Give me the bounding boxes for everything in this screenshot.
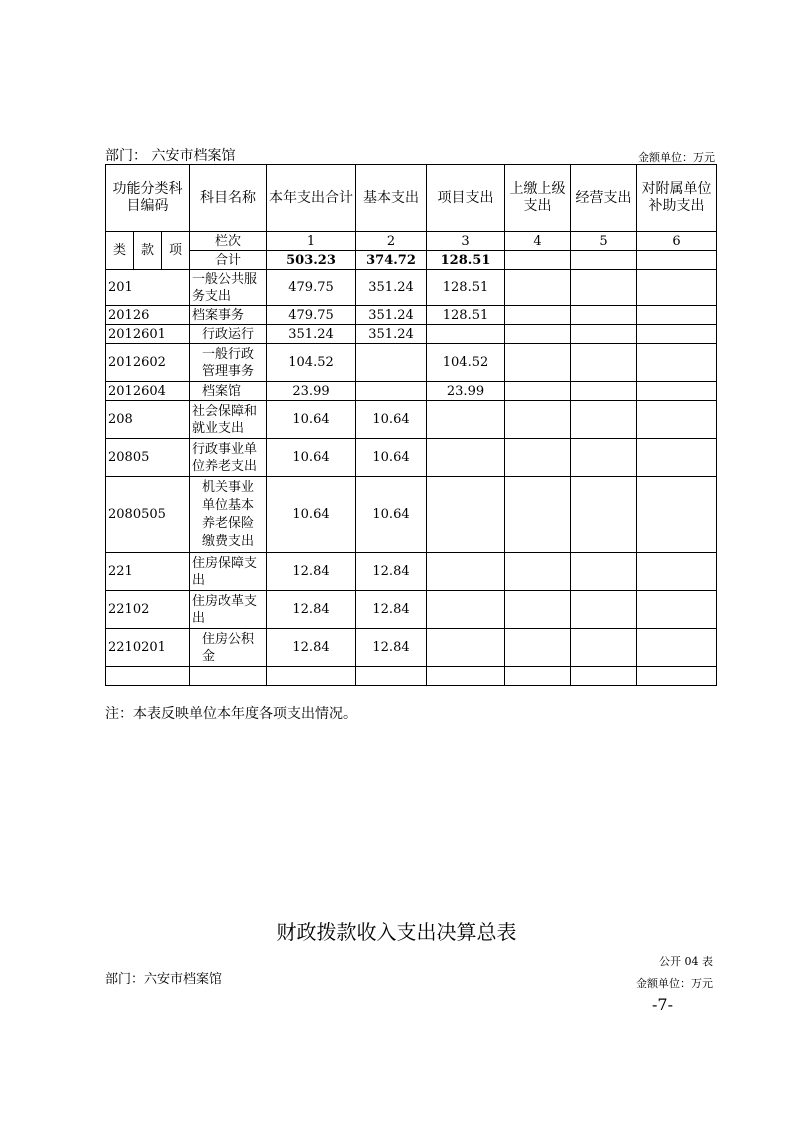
row-name: 社会保障和就业支出	[190, 401, 267, 439]
header-kuan: 款	[134, 232, 162, 270]
column-number-row	[106, 232, 717, 251]
col-number-1: 1	[267, 232, 356, 251]
unit-label: 金额单位：万元	[638, 151, 715, 164]
row-project: 128.51	[427, 306, 505, 325]
row-basic	[356, 382, 427, 401]
row-name: 档案馆	[190, 382, 267, 401]
total-label: 合计	[190, 251, 267, 270]
department-label: 部门： 六安市档案馆	[105, 148, 236, 164]
expenditure-table	[105, 164, 717, 686]
table-number-label: 公开 04 表	[659, 955, 713, 968]
table-row	[106, 270, 717, 306]
empty-row	[106, 667, 717, 686]
total-amount: 503.23	[267, 251, 356, 270]
row-name: 一般行政管理事务	[190, 344, 267, 382]
row-project	[427, 477, 505, 553]
row-basic: 12.84	[356, 591, 427, 629]
row-project: 104.52	[427, 344, 505, 382]
table-note: 注：本表反映单位本年度各项支出情况。	[105, 706, 357, 722]
row-project: 128.51	[427, 270, 505, 306]
row-name: 住房公积金	[190, 629, 267, 667]
department-label-2: 部门：六安市档案馆	[105, 972, 223, 987]
row-project	[427, 629, 505, 667]
row-code: 2210201	[106, 629, 190, 667]
row-total: 12.84	[267, 591, 356, 629]
row-code: 20126	[106, 306, 190, 325]
row-basic	[356, 344, 427, 382]
col-number-5: 5	[571, 232, 637, 251]
header-lei: 类	[106, 232, 134, 270]
table-header-row	[106, 165, 717, 232]
row-total: 10.64	[267, 439, 356, 477]
row-basic: 12.84	[356, 553, 427, 591]
row-project: 23.99	[427, 382, 505, 401]
section-title: 财政拨款收入支出决算总表	[276, 920, 517, 944]
row-total: 479.75	[267, 306, 356, 325]
row-name: 行政运行	[190, 325, 267, 344]
row-name: 住房保障支出	[190, 553, 267, 591]
row-name: 一般公共服务支出	[190, 270, 267, 306]
header-xiang: 项	[162, 232, 190, 270]
table-row	[106, 382, 717, 401]
col-number-4: 4	[505, 232, 571, 251]
row-total: 23.99	[267, 382, 356, 401]
row-name: 机关事业单位基本养老保险缴费支出	[190, 477, 267, 553]
header-project: 项目支出	[427, 165, 505, 232]
row-code: 2080505	[106, 477, 190, 553]
table-row	[106, 553, 717, 591]
table-row	[106, 591, 717, 629]
row-total: 12.84	[267, 629, 356, 667]
unit-label-2: 金额单位：万元	[636, 977, 713, 990]
row-code: 208	[106, 401, 190, 439]
row-basic: 351.24	[356, 270, 427, 306]
row-total: 351.24	[267, 325, 356, 344]
row-basic: 351.24	[356, 306, 427, 325]
lanci-label: 栏次	[190, 232, 267, 251]
col-number-6: 6	[637, 232, 717, 251]
header-subsidy: 对附属单位补助支出	[637, 165, 717, 232]
col-number-3: 3	[427, 232, 505, 251]
table-row	[106, 325, 717, 344]
row-total: 12.84	[267, 553, 356, 591]
row-total: 10.64	[267, 477, 356, 553]
row-code: 2012602	[106, 344, 190, 382]
row-code: 221	[106, 553, 190, 591]
table-row	[106, 401, 717, 439]
table-row	[106, 439, 717, 477]
header-basic: 基本支出	[356, 165, 427, 232]
total-row	[106, 251, 717, 270]
row-name: 行政事业单位养老支出	[190, 439, 267, 477]
header-name: 科目名称	[190, 165, 267, 232]
row-project	[427, 401, 505, 439]
col-number-2: 2	[356, 232, 427, 251]
row-code: 2012604	[106, 382, 190, 401]
table-row	[106, 629, 717, 667]
row-code: 2012601	[106, 325, 190, 344]
row-code: 20805	[106, 439, 190, 477]
row-total: 104.52	[267, 344, 356, 382]
row-project	[427, 591, 505, 629]
row-basic: 351.24	[356, 325, 427, 344]
row-code: 22102	[106, 591, 190, 629]
row-code: 201	[106, 270, 190, 306]
row-basic: 12.84	[356, 629, 427, 667]
row-basic: 10.64	[356, 439, 427, 477]
header-total: 本年支出合计	[267, 165, 356, 232]
total-basic: 374.72	[356, 251, 427, 270]
row-name: 住房改革支出	[190, 591, 267, 629]
row-project	[427, 325, 505, 344]
header-operate: 经营支出	[571, 165, 637, 232]
header-upper: 上缴上级支出	[505, 165, 571, 232]
page-number: -7-	[652, 995, 673, 1014]
row-project	[427, 439, 505, 477]
table-row	[106, 477, 717, 553]
row-project	[427, 553, 505, 591]
row-total: 479.75	[267, 270, 356, 306]
header-code: 功能分类科目编码	[106, 165, 190, 232]
row-basic: 10.64	[356, 401, 427, 439]
table-row	[106, 344, 717, 382]
row-total: 10.64	[267, 401, 356, 439]
table-row	[106, 306, 717, 325]
row-name: 档案事务	[190, 306, 267, 325]
total-project: 128.51	[427, 251, 505, 270]
row-basic: 10.64	[356, 477, 427, 553]
